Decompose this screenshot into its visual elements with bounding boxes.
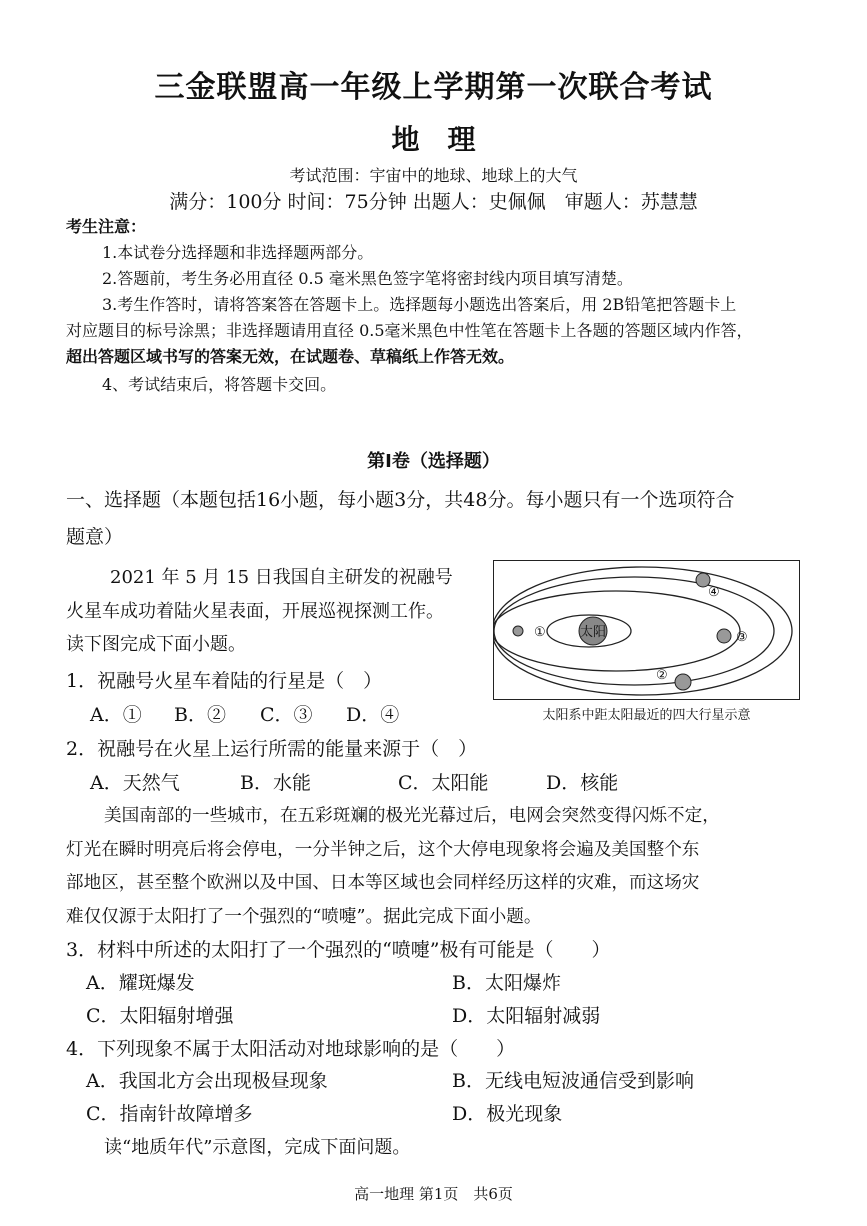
planet-label-2: ② <box>656 668 668 683</box>
notice-item: 2.答题前，考生务必用直径 0.5 毫米黑色签字笔将密封线内项目填写清楚。 <box>102 269 633 288</box>
q2-option-b: B．水能 <box>240 772 311 794</box>
subject-title: 地 理 <box>391 123 476 156</box>
solar-system-diagram <box>493 560 800 700</box>
q4-option-b: B．无线电短波通信受到影响 <box>452 1070 694 1092</box>
q2-stem: 2．祝融号在火星上运行所需的能量来源于（ ） <box>66 738 478 760</box>
q1-stem: 1．祝融号火星车着陆的行星是（ ） <box>66 670 383 692</box>
exam-title: 三金联盟高一年级上学期第一次联合考试 <box>154 70 713 105</box>
passage2-line: 美国南部的一些城市，在五彩斑斓的极光光幕过后，电网会突然变得闪烁不定， <box>104 806 720 826</box>
passage1-line: 2021 年 5 月 15 日我国自主研发的祝融号 <box>110 567 453 588</box>
passage2-line: 难仅仅源于太阳打了一个强烈的“喷嚏”。据此完成下面小题。 <box>66 907 542 927</box>
planet-3 <box>717 629 731 643</box>
q3-option-c: C．太阳辐射增强 <box>86 1005 234 1027</box>
notice-item: 1.本试卷分选择题和非选择题两部分。 <box>102 243 374 262</box>
page-footer: 高一地理 第1页 共6页 <box>354 1185 513 1203</box>
section-intro: 题意） <box>66 526 124 548</box>
q1-option-c: C．③ <box>260 704 313 726</box>
q4-option-d: D．极光现象 <box>452 1103 563 1125</box>
q3-option-b: B．太阳爆炸 <box>452 972 561 994</box>
q3-option-a: A．耀斑爆发 <box>86 972 195 994</box>
diagram-caption: 太阳系中距太阳最近的四大行星示意 <box>542 708 751 723</box>
passage1-line: 读下图完成下面小题。 <box>66 634 246 655</box>
notice-item: 对应题目的标号涂黑；非选择题请用直径 0.5毫米黑色中性笔在答题卡上各题的答题区域内作答， <box>66 321 753 340</box>
q4-stem: 4．下列现象不属于太阳活动对地球影响的是（ ） <box>66 1038 516 1060</box>
passage2-line: 灯光在瞬时明亮后将会停电，一分半钟之后，这个大停电现象将会遍及美国整个东 <box>66 840 700 860</box>
passage1-line: 火星车成功着陆火星表面，开展巡视探测工作。 <box>66 601 444 622</box>
planet-1 <box>513 626 523 636</box>
q4-option-a: A．我国北方会出现极昼现象 <box>86 1070 328 1092</box>
notice-heading: 考生注意： <box>66 217 147 236</box>
q4-option-c: C．指南针故障增多 <box>86 1103 253 1125</box>
notice-item-bold: 超出答题区域书写的答案无效，在试题卷、草稿纸上作答无效。 <box>66 347 515 366</box>
q1-option-a: A．① <box>90 704 142 726</box>
notice-item: 4、考试结束后，将答题卡交回。 <box>102 375 337 394</box>
q1-option-d: D．④ <box>346 704 400 726</box>
planet-label-4: ④ <box>708 585 720 600</box>
passage2-line: 部地区，甚至整个欧洲以及中国、日本等区域也会同样经历这样的灾难，而这场灾 <box>66 873 700 893</box>
sun-label: 太阳 <box>579 625 607 640</box>
passage3: 读“地质年代”示意图，完成下面问题。 <box>104 1137 411 1158</box>
section-intro: 一、选择题（本题包括16小题，每小题3分，共48分。每小题只有一个选项符合 <box>66 489 735 511</box>
q3-stem: 3．材料中所述的太阳打了一个强烈的“喷嚏”极有可能是（ ） <box>66 939 611 961</box>
exam-scope: 考试范围：宇宙中的地球、地球上的大气 <box>289 166 578 185</box>
q1-option-b: B．② <box>174 704 226 726</box>
planet-2 <box>675 674 691 690</box>
orbit-2 <box>494 591 740 671</box>
planet-label-1: ① <box>534 625 546 640</box>
orbit-figure <box>494 561 798 698</box>
exam-info: 满分：100分 时间：75分钟 出题人：史佩佩 审题人：苏慧慧 <box>169 191 698 213</box>
q2-option-d: D．核能 <box>546 772 619 794</box>
section-heading: 第Ⅰ卷（选择题） <box>367 451 500 472</box>
notice-item: 3.考生作答时，请将答案答在答题卡上。选择题每小题选出答案后，用 2B铅笔把答题卡上 <box>102 295 737 314</box>
q2-option-c: C．太阳能 <box>398 772 489 794</box>
planet-label-3: ③ <box>736 630 748 645</box>
q2-option-a: A．天然气 <box>90 772 180 794</box>
q3-option-d: D．太阳辐射减弱 <box>452 1005 601 1027</box>
